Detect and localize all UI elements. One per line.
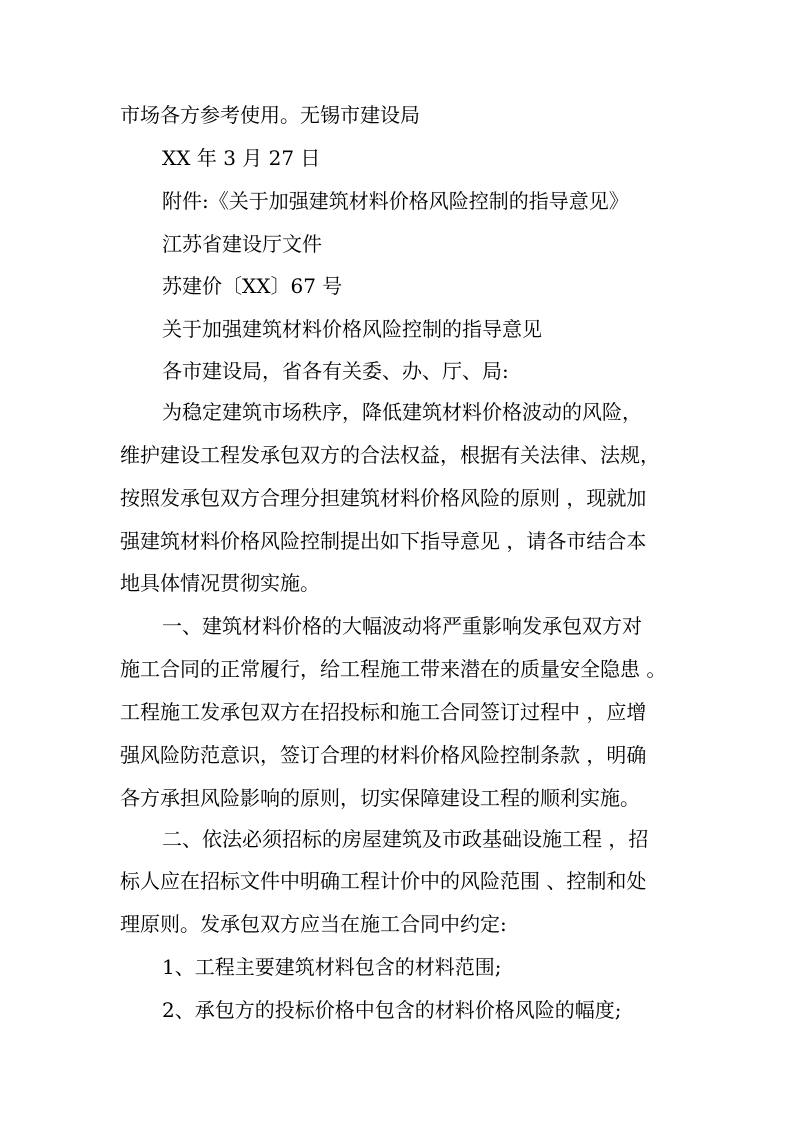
section-2-line-2: 标人应在招标文件中明确工程计价中的风险范围 、控制和处 [120,869,647,893]
document-date: XX 年 3 月 27 日 [162,146,321,170]
issuer-line: 江苏省建设厅文件 [162,232,322,256]
paragraph-intro-line-3: 按照发承包双方合理分担建筑材料价格风险的原则 ，现就加 [120,486,647,510]
paragraph-intro-line-5: 地具体情况贯彻实施。 [120,571,320,595]
attachment-line: 附件:《关于加强建筑材料价格风险控制的指导意见》 [162,189,629,213]
document-number: 苏建价〔XX〕67 号 [162,274,343,298]
section-1-line-2: 施工合同的正常履行，给工程施工带来潜在的质量安全隐患 。 [120,657,667,681]
document-title: 关于加强建筑材料价格风险控制的指导意见 [162,317,542,341]
section-2-line-3: 理原则。发承包双方应当在施工合同中约定: [120,912,507,936]
addressee-line: 各市建设局，省各有关委、办、厅、局: [162,359,509,383]
section-2-line-1: 二、依法必须招标的房屋建筑及市政基础设施工程 ，招 [162,827,649,851]
paragraph-intro-line-4: 强建筑材料价格风险控制提出如下指导意见 ，请各市结合本 [120,529,647,553]
paragraph-intro-line-1: 为稳定建筑市场秩序，降低建筑材料价格波动的风险， [162,400,642,424]
section-1-line-5: 各方承担风险影响的原则，切实保障建设工程的顺利实施。 [120,786,640,810]
section-1-line-4: 强风险防范意识，签订合理的材料价格风险控制条款 ，明确 [120,743,647,767]
paragraph-intro-line-2: 维护建设工程发承包双方的合法权益，根据有关法律、法规， [120,443,660,467]
text-line-1: 市场各方参考使用。无锡市建设局 [120,103,420,127]
list-item-2: 2、承包方的投标价格中包含的材料价格风险的幅度; [162,998,622,1022]
section-1-line-1: 一、建筑材料价格的大幅波动将严重影响发承包双方对 [162,614,642,638]
section-1-line-3: 工程施工发承包双方在招投标和施工合同签订过程中 ，应增 [120,700,647,724]
list-item-1: 1、工程主要建筑材料包含的材料范围; [162,955,502,979]
